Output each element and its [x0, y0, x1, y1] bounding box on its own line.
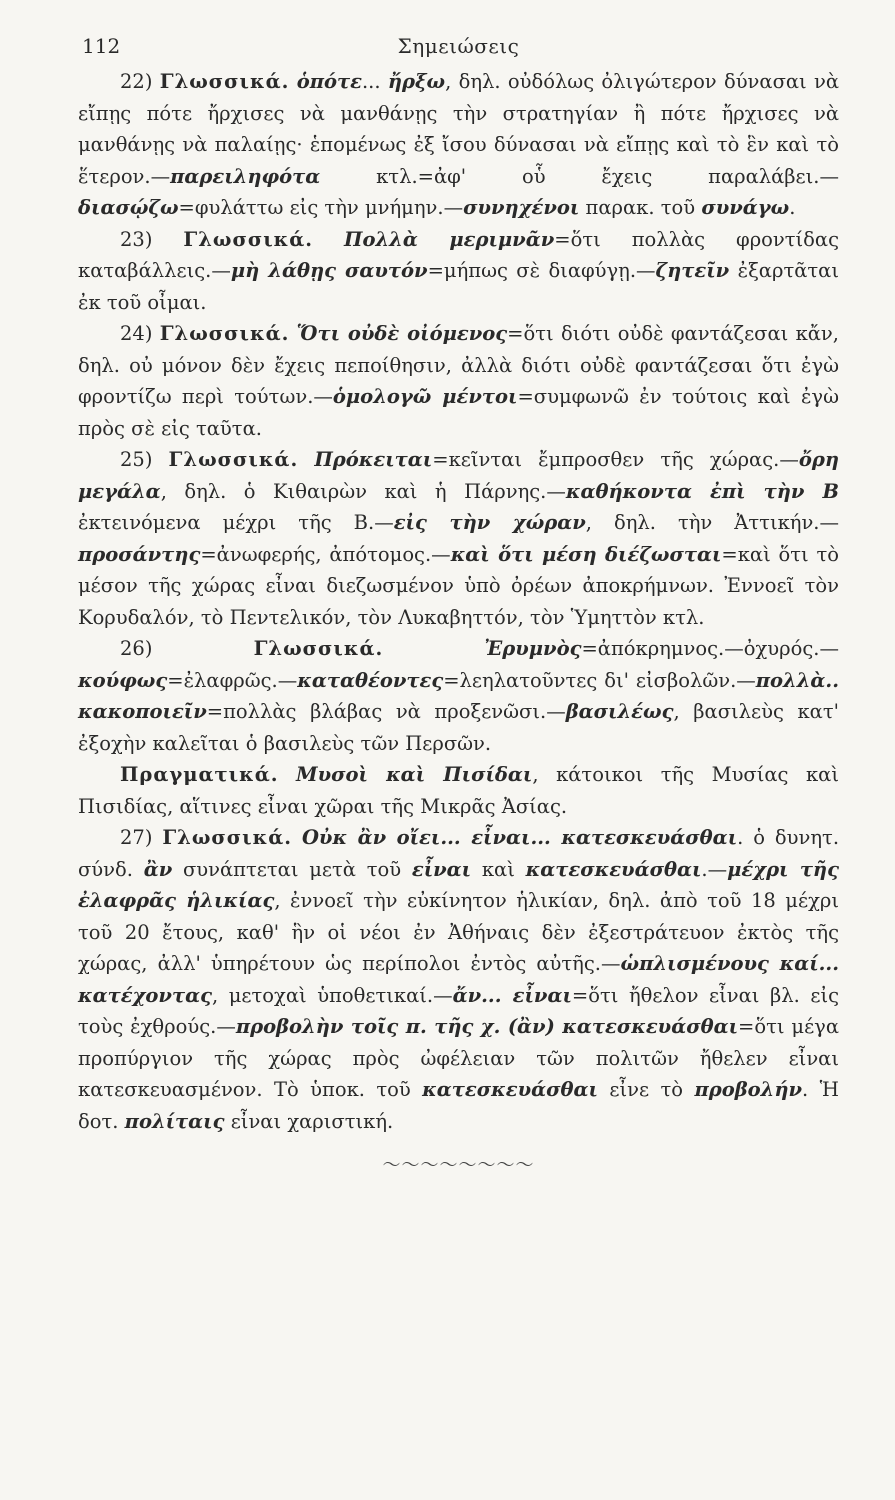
note-text: 24) [120, 322, 160, 345]
note-paragraph [78, 444, 839, 633]
lemma: κούφως [78, 668, 168, 692]
page-header [78, 20, 839, 66]
lemma: ἤρξω [387, 70, 446, 93]
section-label: Πραγματικά. [120, 763, 279, 786]
note-text: κτλ.=ἀφ' οὗ ἔχεις παραλάβει.— [320, 164, 839, 188]
running-title: Σημειώσεις [397, 34, 520, 58]
lemma: ὄρη μεγάλα [78, 448, 839, 503]
note-text: =συμφωνῶ ἐν τούτοις καὶ ἐγὼ πρὸς σὲ εἰς ταῦτα. [78, 385, 839, 440]
lemma: καθήκοντα ἐπὶ τὴν Β [565, 479, 839, 503]
lemma: παρειληφότα [170, 164, 321, 188]
note-paragraph [78, 66, 839, 224]
lemma: ἂν [143, 857, 173, 881]
note-text: 27) [120, 826, 163, 849]
note-paragraph [78, 759, 839, 822]
notes-body [78, 66, 839, 1137]
lemma: μέχρι τῆς ἐλαφρᾶς ἡλικίας [78, 857, 839, 912]
section-label: Γλωσσικά. [253, 637, 384, 660]
lemma: βασιλέως [565, 700, 674, 723]
lemma: προβολήν [694, 1078, 803, 1101]
note-text: =καὶ ὅτι τὸ μέσον τῆς χώρας εἶναι διεζωσμένον ὑπὸ ὀρέων ἀποκρήμνων. Ἐννοεῖ τὸν Κορυδαλόν, τὸ Πεντελικόν, τὸν Λυκαβηττόν, τὸν Ὑμηττὸν κτλ. [78, 542, 839, 629]
lemma: ζητεῖν [655, 259, 730, 282]
note-text: 22) [120, 70, 160, 93]
note-text [313, 228, 344, 251]
lemma: Μυσοὶ καὶ Πισίδαι [296, 763, 533, 786]
lemma: ὁπότε [296, 70, 362, 93]
note-paragraph [78, 318, 839, 444]
note-paragraph [78, 633, 839, 759]
lemma: διασῴζω [78, 196, 179, 219]
note-text [383, 637, 484, 660]
note-paragraph [78, 822, 839, 1137]
note-text: =μήπως σὲ διαφύγῃ.— [427, 259, 656, 282]
note-text: , δηλ. ὁ Κιθαιρὼν καὶ ἡ Πάρνης.— [160, 479, 566, 503]
lemma: καὶ ὅτι μέση διέζωσται [450, 542, 722, 566]
lemma: κατεσκευάσθαι [422, 1078, 598, 1101]
lemma: εἶναι [411, 857, 472, 881]
note-text [298, 448, 314, 471]
lemma: Πρόκειται [314, 448, 433, 471]
section-label: Γλωσσικά. [168, 448, 299, 471]
note-text: =ὅτι πολλὰς φροντίδας καταβάλλεις.— [78, 227, 840, 282]
lemma: προβολὴν τοῖς π. τῆς χ. (ἂν) κατεσκευάσθαι [235, 1015, 739, 1038]
lemma: καταθέοντες [297, 668, 444, 692]
lemma: πολίταις [124, 1109, 225, 1133]
lemma: Ἐρυμνὸς [484, 637, 582, 660]
note-text: , δηλ. τὴν Ἀττικήν.— [585, 511, 840, 534]
note-text: 25) [120, 448, 169, 471]
note-text: =ὅτι μέγα προπύργιον τῆς χώρας πρὸς ὠφέλειαν τῶν πολιτῶν ἤθελεν εἶναι κατεσκευασμένον. Τὸ ὑποκ. τοῦ [78, 1015, 839, 1101]
note-text: ἐξαρτᾶται ἐκ τοῦ οἶμαι. [78, 259, 839, 314]
end-ornament: 〜〜〜〜〜〜〜〜 [382, 1155, 535, 1176]
section-label: Γλωσσικά. [159, 70, 290, 93]
note-text: =φυλάττω εἰς τὴν μνήμην.— [178, 196, 464, 219]
note-text: =πολλὰς βλάβας νὰ προξενῶσι.— [206, 700, 566, 723]
note-text [279, 763, 297, 786]
lemma: Οὐκ ἂν οἴει... εἶναι... κατεσκευάσθαι [301, 826, 738, 849]
note-text: =ἀνωφερής, ἀπότομος.— [200, 542, 451, 566]
note-text: συνάπτεται μετὰ τοῦ [172, 857, 412, 881]
note-text: , κάτοικοι τῆς Μυσίας καὶ Πισιδίας, αἵτινες εἶναι χῶραι τῆς Μικρᾶς Ἀσίας. [78, 763, 839, 818]
note-text [289, 70, 296, 93]
note-text: =ἀπόκρημνος.—ὀχυρός.— [581, 637, 839, 660]
note-text [289, 322, 296, 345]
page-number: 112 [82, 34, 121, 58]
note-text: ἐκτεινόμενα μέχρι τῆς Β.— [78, 511, 394, 534]
note-text: ... [361, 70, 388, 93]
section-label: Γλωσσικά. [159, 322, 290, 345]
lemma: εἰς τὴν χώραν [393, 511, 586, 534]
note-text: =κεῖνται ἔμπροσθεν τῆς χώρας.— [432, 448, 799, 471]
lemma: Ὅτι οὐδὲ οἰόμενος [296, 322, 508, 345]
note-text: . [789, 196, 796, 219]
note-text: , βασιλεὺς κατ' ἐξοχὴν καλεῖται ὁ βασιλεὺς τῶν Περσῶν. [78, 700, 839, 755]
section-label: Γλωσσικά. [162, 826, 293, 849]
note-paragraph [78, 224, 839, 319]
note-text: =ἐλαφρῶς.— [167, 668, 298, 692]
note-text: , ἐννοεῖ τὴν εὐκίνητον ἡλικίαν, δηλ. ἀπὸ τοῦ 18 μέχρι τοῦ 20 ἔτους, καθ' ἣν οἱ νέοι ἐν Ἀθήναις δὲν ἐξεστράτευον ἐκτὸς τῆς χώρας, ἀλλ' ὑπηρέτουν ὡς περίπολοι ἐντὸς αὐτῆς.— [78, 889, 839, 975]
note-text: . Ἡ δοτ. [78, 1078, 840, 1133]
lemma: ὁμολογῶ μέντοι [332, 385, 518, 408]
note-text: =ὅτι διότι οὐδὲ φαντάζεσαι κἄν, δηλ. οὐ μόνον δὲν ἔχεις πεποίθησιν, ἀλλὰ διότι οὐδὲ φαντάζεσαι ὅτι ἐγὼ φροντίζω περὶ τούτων.— [78, 322, 839, 408]
lemma: συνάγω [701, 196, 790, 219]
note-text: =λεηλατοῦντες δι' εἰσβολῶν.— [443, 668, 756, 692]
lemma: μὴ λάθῃς σαυτόν [230, 259, 428, 282]
note-text: , μετοχαὶ ὑποθετικαί.— [211, 983, 453, 1007]
note-text: . ὁ δυνητ. σύνδ. [78, 826, 840, 881]
note-text: εἶναι χαριστική. [224, 1109, 394, 1133]
note-text: παρακ. τοῦ [579, 196, 702, 219]
note-text [292, 826, 302, 849]
note-text: εἶνε τὸ [597, 1078, 695, 1101]
lemma: προσάντης [78, 542, 201, 566]
note-text: , δηλ. οὐδόλως ὀλιγώτερον δύνασαι νὰ εἴπῃς πότε ἤρχισες νὰ μανθάνῃς τὴν στρατηγίαν ἢ πότε ἤρχισες νὰ μανθάνῃς νὰ παλαίῃς· ἑπομένως ἐξ ἴσου δύνασαι νὰ εἴπῃς καὶ τὸ ἓν καὶ τὸ ἕτερον.— [78, 70, 840, 188]
lemma: ὡπλισμένους καί... κατέχοντας [78, 952, 840, 1007]
lemma: κατεσκευάσθαι [525, 857, 702, 881]
lemma: πολλὰ.. κακοποιεῖν [78, 668, 839, 723]
lemma: συνηχένοι [463, 196, 580, 219]
note-text: 23) [120, 227, 184, 251]
section-label: Γλωσσικά. [183, 227, 314, 251]
note-text: .— [701, 857, 728, 881]
lemma: Πολλὰ μεριμνᾶν [344, 227, 555, 251]
note-text: καὶ [471, 857, 526, 881]
note-text: 26) [120, 637, 254, 660]
note-text: =ὅτι ἤθελον εἶναι βλ. εἰς τοὺς ἐχθρούς.— [78, 983, 840, 1038]
lemma: ἄν... εἶναι [452, 983, 572, 1007]
